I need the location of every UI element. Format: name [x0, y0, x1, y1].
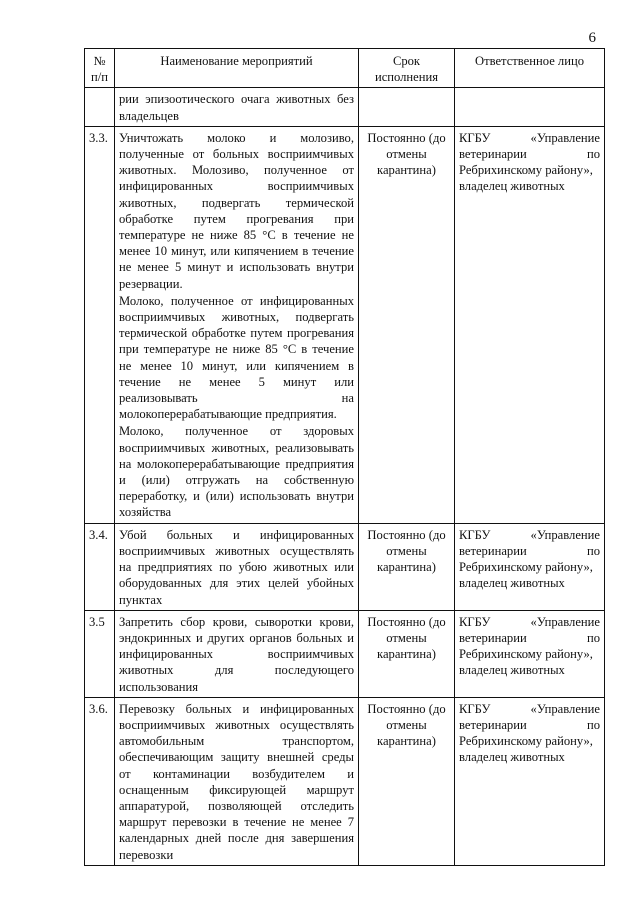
table-header-row [85, 49, 605, 88]
measure-paragraph: Перевозку больных и инфицированных восприимчивых животных осуществлять автомобильным транспортом, обеспечивающим защиту внешней среды от контаминации возбудителем и оснащенным фиксирующей маршрут аппаратурой, позволяющей отследить маршрут перевозки в течение не менее 7 календарных дней после дня завершения перевозки [119, 701, 354, 862]
continuation-text: рии эпизоотического очага животных без владельцев [119, 92, 354, 123]
responsible-owner: владелец животных [459, 179, 565, 194]
measure-paragraph: Молоко, полученное от инфицированных восприимчивых животных, подвергать термической обработке путем прогревания при температуре не ниже 85 °С в течение не менее 10 минут, или кипячением в течение не менее 5 минут или реализовывать на молокоперерабатывающие предприятия. [119, 293, 354, 422]
row-number: 3.6. [85, 697, 115, 865]
measure-paragraph: Запретить сбор крови, сыворотки крови, эндокринных и других органов больных и инфицированных восприимчивых животных для последующего использования [119, 614, 354, 694]
table-row [85, 126, 605, 523]
measure-term: Постоянно (до отмены карантина) [359, 126, 455, 523]
measure-description [115, 610, 359, 697]
table-row-continuation [85, 88, 605, 126]
responsible-organization: КГБУ «Управление ветеринарии по Ребрихинскому району», [459, 701, 600, 749]
measure-responsible [455, 523, 605, 610]
row-number: 3.3. [85, 126, 115, 523]
measure-paragraph: Убой больных и инфицированных восприимчивых животных осуществлять на предприятиях по убою животных или оборудованных для этих целей убойных пунктах [119, 527, 354, 607]
measure-responsible [455, 610, 605, 697]
row-number: 3.5 [85, 610, 115, 697]
responsible-owner: владелец животных [459, 663, 565, 678]
responsible-organization: КГБУ «Управление ветеринарии по Ребрихинскому району», [459, 527, 600, 575]
measure-description [115, 126, 359, 523]
continuation-term [359, 88, 455, 126]
measure-description [115, 523, 359, 610]
responsible-owner: владелец животных [459, 750, 565, 765]
responsible-organization: КГБУ «Управление ветеринарии по Ребрихинскому району», [459, 130, 600, 178]
header-num: № п/п [85, 49, 115, 88]
measure-responsible [455, 697, 605, 865]
measure-term: Постоянно (до отмены карантина) [359, 697, 455, 865]
continuation-responsible [455, 88, 605, 126]
responsible-owner: владелец животных [459, 576, 565, 591]
page-number: 6 [588, 30, 596, 46]
measure-description [115, 697, 359, 865]
row-number: 3.4. [85, 523, 115, 610]
measures-table [84, 48, 605, 866]
measure-responsible [455, 126, 605, 523]
table-row [85, 697, 605, 865]
continuation-text-cell [115, 88, 359, 126]
continuation-num [85, 88, 115, 126]
header-term: Срок исполнения [359, 49, 455, 88]
measure-term: Постоянно (до отмены карантина) [359, 610, 455, 697]
responsible-organization: КГБУ «Управление ветеринарии по Ребрихинскому району», [459, 614, 600, 662]
header-responsible: Ответственное лицо [455, 49, 605, 88]
table-row [85, 610, 605, 697]
measure-paragraph: Уничтожать молоко и молозиво, полученные от больных восприимчивых животных. Молозиво, полученное от инфицированных восприимчивых животных, подвергать термической обработке путем прогревания при температуре не ниже 85 °С в течение не менее 10 минут, или кипячением в течение не менее 5 минут и использовать внутри резервации. [119, 130, 354, 291]
header-name: Наименование мероприятий [115, 49, 359, 88]
measure-paragraph: Молоко, полученное от здоровых восприимчивых животных, реализовывать на молокоперерабатывающие предприятия и (или) отгружать на собственную переработку, и (или) использовать внутри хозяйства [119, 424, 354, 520]
table-row [85, 523, 605, 610]
measure-term: Постоянно (до отмены карантина) [359, 523, 455, 610]
